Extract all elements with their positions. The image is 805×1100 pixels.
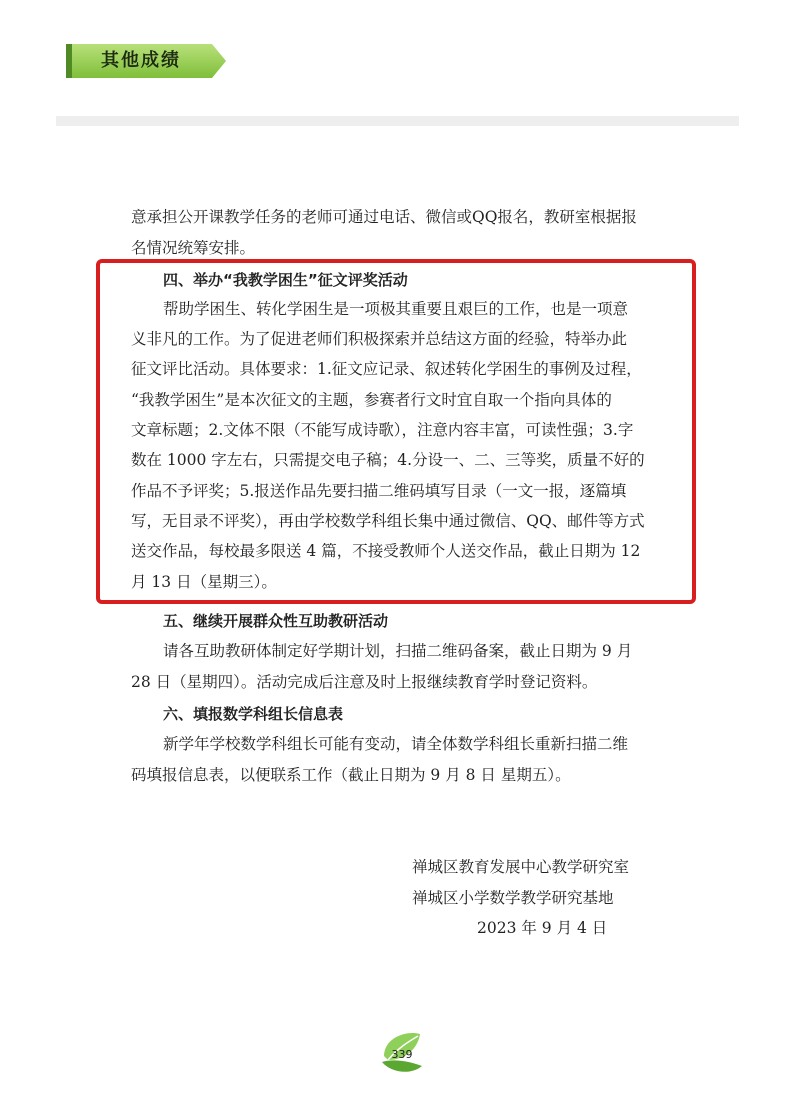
section4-line: 月 13 日（星期三）。 xyxy=(131,573,277,591)
signature-org2: 禅城区小学数学教学研究基地 xyxy=(412,889,614,907)
signature-org1: 禅城区教育发展中心教学研究室 xyxy=(412,858,630,876)
intro-line: 名情况统筹安排。 xyxy=(131,239,256,257)
section4-line: 数在 1000 字左右，只需提交电子稿；4.分设一、二、三等奖，质量不好的 xyxy=(131,451,645,469)
page-number: 339 xyxy=(391,1048,413,1061)
section4-line: 征文评比活动。具体要求：1.征文应记录、叙述转化学困生的事例及过程， xyxy=(131,360,642,378)
section-label: 其他成绩 xyxy=(101,50,181,71)
section6-line: 码填报信息表，以便联系工作（截止日期为 9 月 8 日 星期五）。 xyxy=(131,766,571,784)
section6-line: 新学年学校数学科组长可能有变动，请全体数学科组长重新扫描二维 xyxy=(163,735,629,753)
page-number-badge xyxy=(376,1026,428,1080)
section5-line: 请各互助教研体制定好学期计划，扫描二维码备案，截止日期为 9 月 xyxy=(163,642,633,660)
section4-line: 写，无目录不评奖），再由学校数学科组长集中通过微信、QQ、邮件等方式 xyxy=(131,512,645,530)
section6-heading: 六、填报数学科组长信息表 xyxy=(163,705,344,723)
section4-line: 作品不予评奖；5.报送作品先要扫描二维码填写目录（一文一报，逐篇填 xyxy=(131,482,627,500)
section4-line: 送交作品，每校最多限送 4 篇，不接受教师个人送交作品，截止日期为 12 xyxy=(131,542,641,560)
section4-heading: 四、举办“我教学困生”征文评奖活动 xyxy=(163,271,408,289)
intro-line: 意承担公开课教学任务的老师可通过电话、微信或QQ报名，教研室根据报 xyxy=(131,208,637,226)
section4-line: 义非凡的工作。为了促进老师们积极探索并总结这方面的经验，特举办此 xyxy=(131,330,628,348)
section4-line: 帮助学困生、转化学困生是一项极其重要且艰巨的工作，也是一项意 xyxy=(163,300,629,318)
section4-line: 文章标题；2.文体不限（不能写成诗歌），注意内容丰富，可读性强；3.字 xyxy=(131,421,634,439)
section4-line: “我教学困生”是本次征文的主题，参赛者行文时宜自取一个指向具体的 xyxy=(131,391,612,409)
signature-date: 2023 年 9 月 4 日 xyxy=(477,919,608,937)
section5-line: 28 日（星期四）。活动完成后注意及时上报继续教育学时登记资料。 xyxy=(131,673,598,691)
section5-heading: 五、继续开展群众性互助教研活动 xyxy=(163,612,389,630)
